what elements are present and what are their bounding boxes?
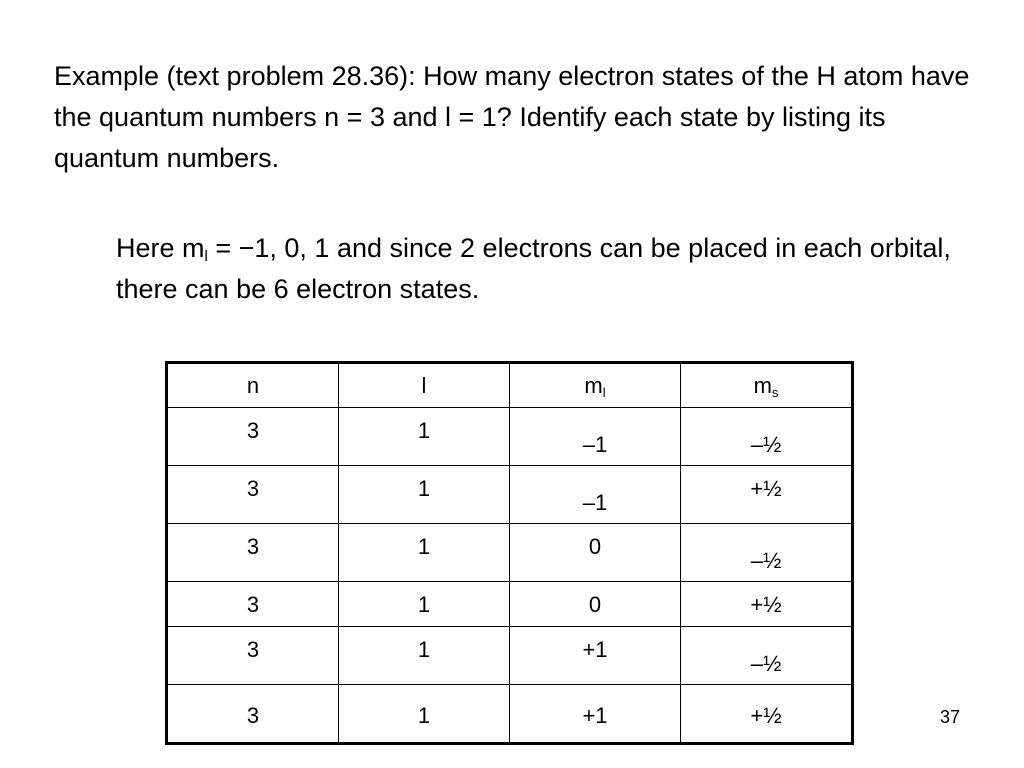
page-number: 37	[940, 707, 961, 727]
header-ms: $m_s$	[681, 363, 853, 408]
answer-prefix: Here m	[116, 233, 205, 263]
cell-n: 3	[167, 685, 339, 744]
answer-text	[116, 228, 966, 310]
table-header-row	[167, 363, 853, 408]
question-text: Example (text problem 28.36): How many electron states of the H atom have the quantum numbers n = 3 and l = 1? Identify each state by listing its quantum numbers.	[54, 61, 970, 173]
table-row	[167, 582, 853, 627]
cell-n: 3	[167, 466, 339, 524]
cell-l: 1	[339, 582, 510, 627]
cell-ml: +1	[510, 685, 681, 744]
table-row	[167, 408, 853, 466]
answer-suffix: = −1, 0, 1 and since 2 electrons can be placed in each orbital, there can be 6 electron states.	[116, 233, 951, 304]
cell-n: 3	[167, 582, 339, 627]
table-row	[167, 524, 853, 582]
answer-subscript: l	[204, 248, 208, 265]
header-ml: $m_l$	[510, 363, 681, 408]
cell-n: 3	[167, 524, 339, 582]
cell-n: 3	[167, 627, 339, 685]
cell-ml: –1	[510, 408, 681, 466]
cell-ms: +½	[681, 685, 853, 744]
cell-ms: –½	[681, 627, 853, 685]
table-row	[167, 627, 853, 685]
cell-ml: 0	[510, 524, 681, 582]
quantum-states-table	[165, 361, 854, 745]
cell-l: 1	[339, 524, 510, 582]
cell-ml: +1	[510, 627, 681, 685]
cell-ms: –½	[681, 524, 853, 582]
table-row	[167, 466, 853, 524]
cell-ms: +½	[681, 582, 853, 627]
cell-ms: +½	[681, 466, 853, 524]
table-row	[167, 685, 853, 744]
header-l: l	[339, 363, 510, 408]
cell-l: 1	[339, 685, 510, 744]
cell-n: 3	[167, 408, 339, 466]
header-n: n	[167, 363, 339, 408]
cell-l: 1	[339, 466, 510, 524]
cell-ml: –1	[510, 466, 681, 524]
cell-l: 1	[339, 408, 510, 466]
cell-ml: 0	[510, 582, 681, 627]
cell-l: 1	[339, 627, 510, 685]
cell-ms: –½	[681, 408, 853, 466]
